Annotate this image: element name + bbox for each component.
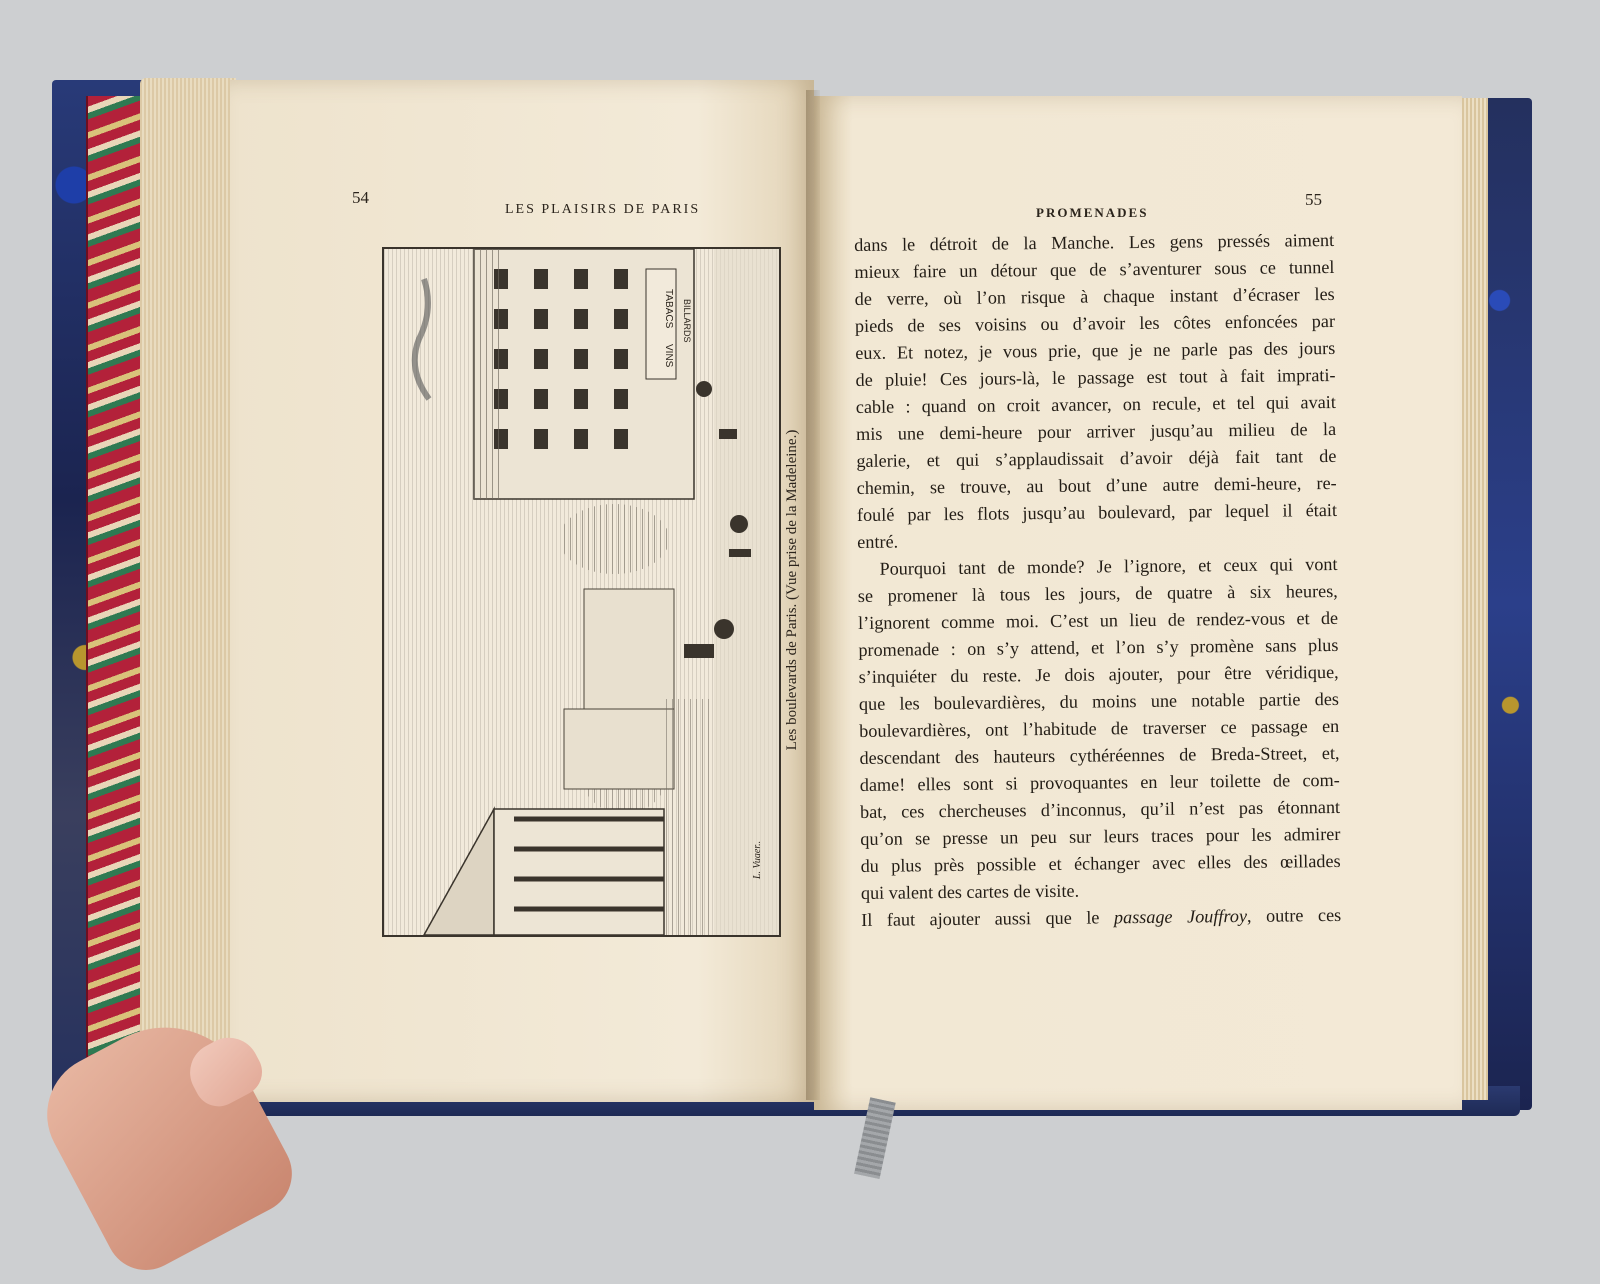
text-line: cable : quand on croit avancer, on recule, et tel qui avait — [855, 391, 1336, 417]
text-line: galerie, et qui s’applaudissait d’avoir déjà fait tant de — [856, 445, 1337, 471]
final-line-italic: passage Jouffroy — [1113, 905, 1248, 928]
left-running-head: LES PLAISIRS DE PARIS — [505, 202, 701, 217]
text-line: entré. — [857, 531, 899, 552]
engraver-signature: L. Vuaer.. — [752, 840, 763, 879]
figure-caption: Les boulevards de Paris. (Vue prise de la Madeleine.) — [784, 429, 800, 751]
text-line: se promener là tous les jours, de quatre à six heures, — [857, 580, 1338, 606]
page-block-left — [140, 78, 236, 1114]
text-line: qui valent des cartes de visite. — [860, 880, 1080, 903]
final-line-after: , outre ces — [1246, 904, 1342, 926]
figure-caption-container — [780, 247, 804, 933]
text-line: boulevardières, ont l’habitude de traverser ce passage en — [859, 715, 1340, 741]
right-page-text — [854, 227, 1341, 934]
text-line: qu’on se presse un peu sur leurs traces pour les admirer — [860, 823, 1341, 849]
text-line: Pourquoi tant de monde? Je l’ignore, et ceux qui vont — [879, 553, 1338, 579]
text-lines — [854, 227, 1341, 907]
text-line-final — [861, 902, 1341, 934]
boulevard-engraving — [382, 247, 781, 937]
text-line: pieds de ses voisins ou d’avoir les côtes enfoncées par — [854, 310, 1336, 336]
text-line: foulé par les flots jusqu’au boulevard, par lequel il était — [856, 499, 1338, 525]
text-line: du plus près possible et échanger avec elles des œillades — [860, 850, 1341, 876]
right-running-head: PROMENADES — [1036, 205, 1149, 220]
text-line: promenade : on s’y attend, et l’on s’y promène sans plus — [858, 634, 1339, 660]
text-line: dans le détroit de la Manche. Les gens pressés aiment — [854, 229, 1335, 255]
text-line: bat, ces chercheuses d’inconnus, qu’il n’est pas étonnant — [859, 796, 1341, 822]
book-gutter — [806, 90, 820, 1100]
engraving-drawing — [384, 249, 779, 935]
text-line: mieux faire un détour que de s’aventurer sous ce tunnel — [854, 256, 1335, 282]
sign-text-1: TABACS — [663, 289, 674, 329]
text-line: l’ignorent comme moi. C’est un lieu de rendez-vous et de — [857, 607, 1339, 633]
text-line: de pluie! Ces jours-là, le passage est tout à fait imprati- — [855, 364, 1336, 390]
text-line: chemin, se trouve, au bout d’une autre demi-heure, re- — [856, 472, 1337, 498]
left-page-number: 54 — [352, 188, 369, 207]
text-line: descendant des hauteurs cythéréennes de Breda-Street, et, — [859, 742, 1340, 768]
text-line: eux. Et notez, je vous prie, que je ne parle pas des jours — [855, 337, 1336, 363]
text-line: que les boulevardières, du moins une notable partie des — [858, 688, 1340, 714]
text-line: dame! elles sont si provoquantes en leur toilette de com- — [859, 769, 1340, 795]
text-line: s’inquiéter du reste. Je dois ajouter, pour être véridique, — [858, 661, 1339, 687]
sign-text-2: BILLARDS — [682, 299, 692, 343]
final-line-before: Il faut ajouter aussi que le — [861, 907, 1115, 930]
text-line: de verre, où l’on risque à chaque instant d’écraser les — [854, 283, 1335, 309]
text-line: mis une demi-heure pour arriver jusqu’au milieu de la — [856, 418, 1337, 444]
sign-text-0: VINS — [663, 344, 674, 368]
right-page-number: 55 — [1305, 190, 1322, 209]
page-block-right — [1462, 98, 1488, 1100]
